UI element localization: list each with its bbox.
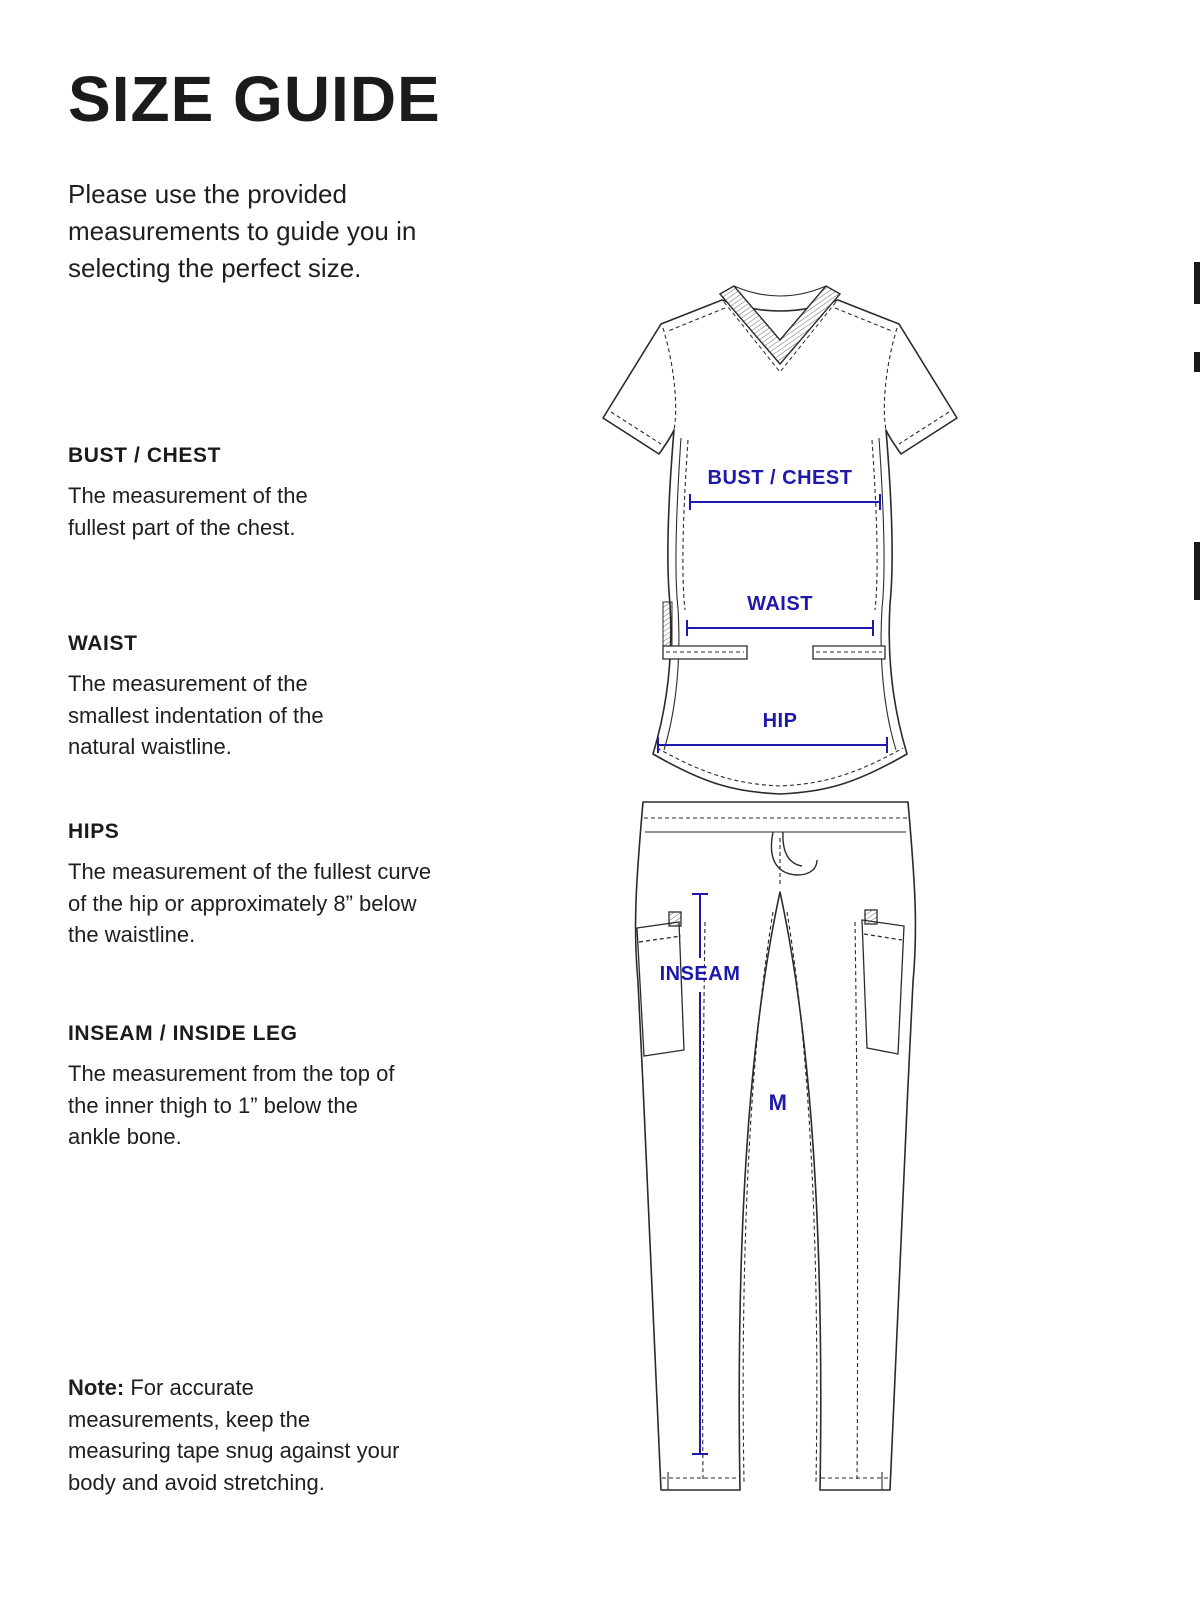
term-inseam (68, 1022, 398, 1153)
diagram-label-hip: HIP (762, 710, 798, 732)
note-label: Note: (68, 1375, 125, 1400)
term-hips (68, 820, 448, 951)
pants-outline-drawing (636, 802, 916, 1490)
screen-edge-artifact (1194, 262, 1200, 304)
intro-text: Please use the provided measurements to guide you in selecting the perfect size. (68, 179, 417, 283)
term-bust-chest (68, 444, 358, 543)
term-description-waist: The measurement of the smallest indentation of the natural waistline. (68, 671, 324, 760)
note-body: For accurate measurements, keep the measuring tape snug against your body and avoid stretching. (68, 1375, 400, 1496)
page-title: SIZE GUIDE (68, 63, 441, 135)
diagram-label-waist: WAIST (747, 593, 813, 615)
size-diagram (535, 272, 1005, 1512)
term-description-inseam: The measurement from the top of the inner thigh to 1” below the ankle bone. (68, 1061, 395, 1150)
screen-edge-artifact (1194, 352, 1200, 372)
term-heading-hips: HIPS (68, 820, 120, 843)
term-waist (68, 632, 378, 763)
term-heading-bust: BUST / CHEST (68, 444, 222, 467)
diagram-label-bust: BUST / CHEST (707, 467, 853, 489)
term-heading-inseam: INSEAM / INSIDE LEG (68, 1022, 298, 1045)
diagram-label-size: M (768, 1090, 788, 1115)
note-text (68, 1372, 406, 1499)
diagram-label-inseam: INSEAM (659, 963, 741, 985)
term-description-hips: The measurement of the fullest curve of the hip or approximately 8” below the waistline. (68, 859, 432, 948)
screen-edge-artifact (1194, 542, 1200, 600)
term-description-bust: The measurement of the fullest part of the chest. (68, 483, 308, 540)
term-heading-waist: WAIST (68, 632, 138, 655)
